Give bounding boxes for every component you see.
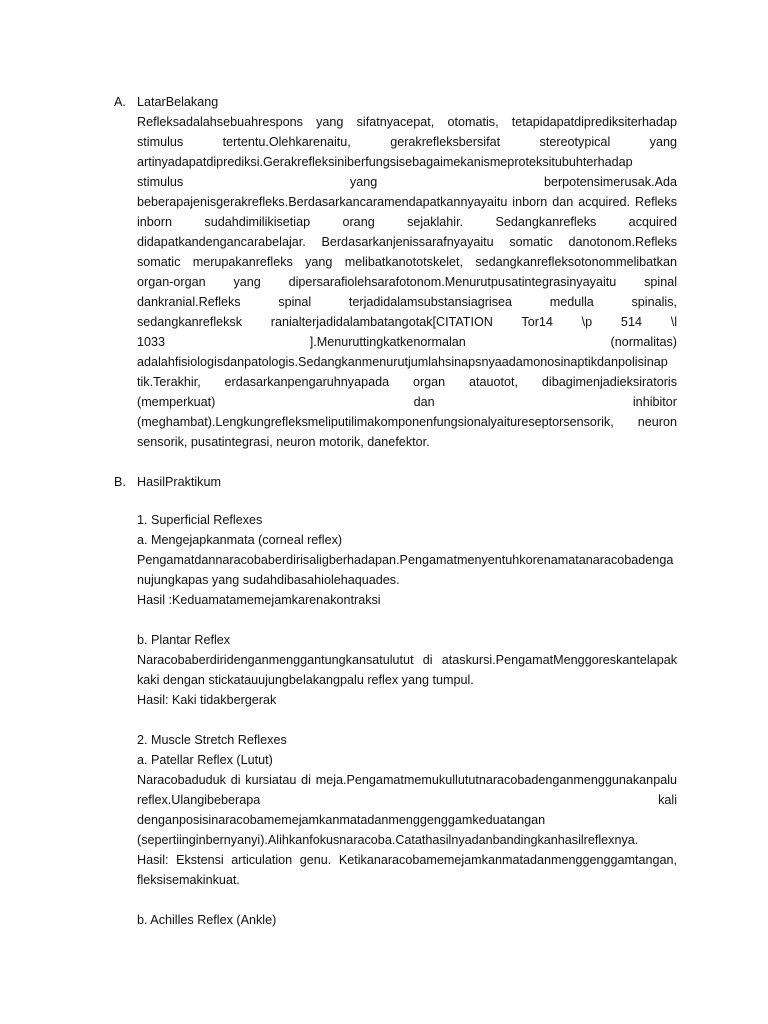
section-a-line: stimulus tertentu.Olehkarenaitu, gerakrefleksbersifat stereotypical yang <box>137 135 677 149</box>
plantar-procedure: kaki dengan stickatauujungbelakangpalu reflex yang tumpul. <box>137 673 474 687</box>
patellar-procedure <box>137 790 677 810</box>
corneal-procedure: Pengamatdannaracobaberdirisaligberhadapan.Pengamatmenyentuhkorenamatanaracobadenga <box>137 553 674 567</box>
section-a-line: didapatkandengancarabelajar. Berdasarkanjenissarafnyayaitu somatic danotonom.Refleks <box>137 235 677 249</box>
patellar-procedure: (sepertiinginbernyanyi).Alihkanfokusnaracoba.Catathasilnyadanbandingkanhasilreflexnya. <box>137 833 639 847</box>
plantar-result: Hasil: Kaki tidakbergerak <box>137 693 277 707</box>
section-a-line: adalahfisiologisdanpatologis.Sedangkanmenurutjumlahsinapsnyaadamonosinaptikdanpolisinap <box>137 355 668 369</box>
section-a-letter: A. <box>114 95 126 109</box>
corneal-title: a. Mengejapkanmata (corneal reflex) <box>137 533 343 547</box>
section-a-line: (meghambat).Lengkungrefleksmeliputilimakomponenfungsionalyaitureseptorsensorik, neuron <box>137 415 677 429</box>
patellar-procedure-part: reflex.Ulangibeberapa <box>137 793 261 807</box>
patellar-procedure-part: kali <box>658 793 677 807</box>
section-a-line: artinyadapatdiprediksi.Gerakrefleksiniberfungsisebagaimekanismeproteksitubuhterhadap <box>137 155 633 169</box>
section-b-body <box>137 510 677 930</box>
section-a-line: beberapajenisgerakrefleks.Berdasarkancaramendapatkannyayaitu inborn dan acquired. Refleks <box>137 195 677 209</box>
section-a-line: stimulus yang berpotensimerusak.Ada <box>137 175 677 189</box>
achilles-title: b. Achilles Reflex (Ankle) <box>137 913 277 927</box>
section-a-line: Refleksadalahsebuahrespons yang sifatnyacepat, otomatis, tetapidapatdiprediksiterhadap <box>137 115 677 129</box>
section-a-line: sedangkanrefleksk ranialterjadidalambatangotak[CITATION Tor14 \p 514 \l <box>137 315 677 329</box>
section-a-line: sensorik, pusatintegrasi, neuron motorik, danefektor. <box>137 435 430 449</box>
section-a-line: somatic merupakanrefleks yang melibatkanototskelet, sedangkanrefleksotonommelibatkan <box>137 255 677 269</box>
section-a-line: tik.Terakhir, erdasarkanpengaruhnyapada organ atauotot, dibagimenjadieksiratoris <box>137 375 677 389</box>
section-a-line: 1033 ].Menuruttingkatkenormalan (normalitas) <box>137 335 677 349</box>
section-a-line: dankranial.Refleks spinal terjadidalamsubstansiagrisea medulla spinalis, <box>137 295 677 309</box>
muscle-heading: 2. Muscle Stretch Reflexes <box>137 733 287 747</box>
patellar-procedure: Naracobaduduk di kursiatau di meja.Pengamatmemukullututnaracobadenganmenggunakanpalu <box>137 773 677 787</box>
corneal-procedure: nujungkapas yang sudahdibasahiolehaquades. <box>137 573 400 587</box>
patellar-result: fleksisemakinkuat. <box>137 873 240 887</box>
patellar-title: a. Patellar Reflex (Lutut) <box>137 753 273 767</box>
patellar-procedure: denganposisinaracobamemejamkanmatadanmenggenggamkeduatangan <box>137 813 546 827</box>
section-a-heading <box>114 92 674 112</box>
plantar-title: b. Plantar Reflex <box>137 633 231 647</box>
section-a-line: organ-organ yang dipersarafiolehsarafotonom.Menurutpusatintegrasinyayaitu spinal <box>137 275 677 289</box>
section-a-body <box>137 112 677 452</box>
section-b-title: HasilPraktikum <box>137 475 221 489</box>
plantar-procedure: Naracobaberdiridenganmenggantungkansatulutut di ataskursi.PengamatMenggoreskantelapak <box>137 653 677 667</box>
corneal-result: Hasil :Keduamatamemejamkarenakontraksi <box>137 593 381 607</box>
patellar-result: Hasil: Ekstensi articulation genu. Ketikanaracobamemejamkanmatadanmenggenggamtangan, <box>137 853 677 867</box>
section-a-line: inborn sudahdimilikisetiap orang sejaklahir. Sedangkanrefleks acquired <box>137 215 677 229</box>
superficial-heading: 1. Superficial Reflexes <box>137 513 263 527</box>
section-b-letter: B. <box>114 475 126 489</box>
section-b-heading <box>114 472 674 492</box>
section-a-line: (memperkuat) dan inhibitor <box>137 395 677 409</box>
section-a-title: LatarBelakang <box>137 95 219 109</box>
